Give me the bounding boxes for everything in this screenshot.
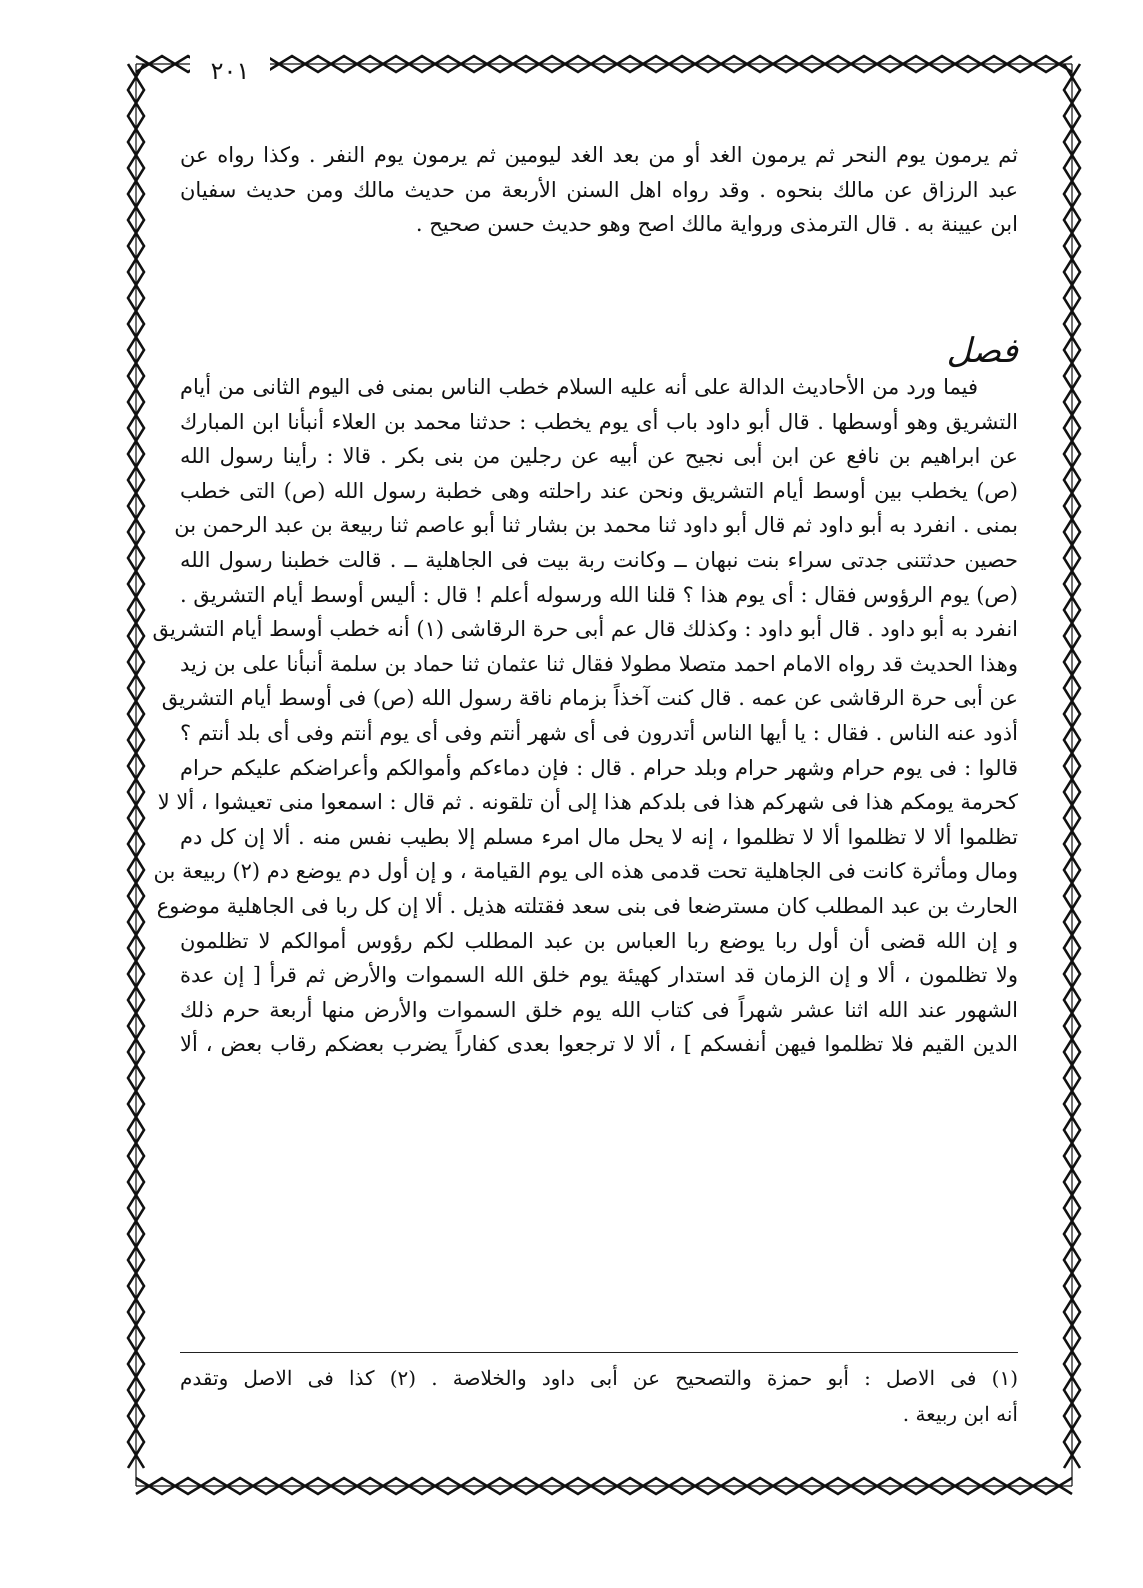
text-line: (ص) يوم الرؤوس فقال : أى يوم هذا ؟ قلنا الله ورسوله أعلم ! قال : أليس أوسط أيام التشريق . xyxy=(180,582,1018,607)
text-line: بمنى . انفرد به أبو داود ثم قال أبو داود ثنا محمد بن بشار ثنا أبو عاصم ثنا ربيعة بن عبد الرحمن بن xyxy=(174,513,1018,538)
intro-paragraph xyxy=(180,138,1018,242)
footnote-divider xyxy=(180,1352,1018,1353)
section-heading: فصل xyxy=(946,331,1018,371)
text-line: قالوا : فى يوم حرام وشهر حرام وبلد حرام . قال : فإن دماءكم وأموالكم وأعراضكم عليكم حرام xyxy=(180,755,1018,780)
text-line: وهذا الحديث قد رواه الامام احمد متصلا مطولا فقال ثنا عثمان ثنا حماد بن سلمة أنبأنا على بن زيد xyxy=(180,651,1018,676)
text-line: و إن الله قضى أن أول ربا يوضع ربا العباس بن عبد المطلب لكم رؤوس أموالكم لا تظلمون xyxy=(180,928,1018,953)
main-paragraph xyxy=(152,370,1018,1062)
text-line: عن ابراهيم بن نافع عن ابن أبى نجيح عن أبيه عن رجلين من بنى بكر . قالا : رأينا رسول الله xyxy=(180,444,1018,469)
footnote-line: أنه ابن ربيعة . xyxy=(902,1402,1018,1426)
footnotes xyxy=(180,1360,1018,1432)
text-line: أذود عنه الناس . فقال : يا أيها الناس أتدرون فى أى شهر أنتم وفى أى يوم أنتم وفى أى بلد أنتم ؟ xyxy=(180,720,1018,745)
text-line: كحرمة يومكم هذا فى شهركم هذا فى بلدكم هذا إلى أن تلقونه . ثم قال : اسمعوا منى تعيشوا ، ألا لا xyxy=(157,790,1018,815)
text-line: (ص) يخطب بين أوسط أيام التشريق ونحن عند راحلته وهى خطبة رسول الله (ص) التى خطب xyxy=(180,478,1018,503)
text-line: ومال ومأثرة كانت فى الجاهلية تحت قدمى هذه الى يوم القيامة ، و إن أول دم يوضع دم (٢) ربيعة بن xyxy=(153,859,1018,884)
text-line: الشهور عند الله اثنا عشر شهراً فى كتاب الله يوم خلق السموات والأرض منها أربعة حرم ذلك xyxy=(180,997,1018,1022)
text-line: ثم يرمون يوم النحر ثم يرمون الغد أو من بعد الغد ليومين ثم يرمون يوم النفر . وكذا رواه عن xyxy=(180,143,1018,167)
text-line: انفرد به أبو داود . قال أبو داود : وكذلك قال عم أبى حرة الرقاشى (١) أنه خطب أوسط أيام التشريق xyxy=(152,617,1018,642)
text-line: ولا تظلمون ، ألا و إن الزمان قد استدار كهيئة يوم خلق الله السموات والأرض ثم قرأ [ إن عدة xyxy=(180,963,1018,988)
text-line: حصين حدثتنى جدتى سراء بنت نبهان ــ وكانت ربة بيت فى الجاهلية ــ . قالت خطبنا رسول الله xyxy=(180,547,1018,572)
text-line: فيما ورد من الأحاديث الدالة على أنه عليه السلام خطب الناس بمنى فى اليوم الثانى من أيام xyxy=(180,375,978,399)
text-line: الحارث بن عبد المطلب كان مسترضعا فى بنى سعد فقتلته هذيل . ألا إن كل ربا فى الجاهلية موضوع xyxy=(156,893,1018,918)
page-number: ٢٠١ xyxy=(190,54,270,88)
text-line: الدين القيم فلا تظلموا فيهن أنفسكم ] ، ألا لا ترجعوا بعدى كفاراً يضرب بعضكم رقاب بعض ، ألا xyxy=(180,1032,1018,1057)
text-line: عن أبى حرة الرقاشى عن عمه . قال كنت آخذاً بزمام ناقة رسول الله (ص) فى أوسط أيام التشريق xyxy=(161,686,1018,711)
text-line: التشريق وهو أوسطها . قال أبو داود باب أى يوم يخطب : حدثنا محمد بن العلاء أنبأنا ابن المبارك xyxy=(180,409,1018,434)
footnote-line: (١) فى الاصل : أبو حمزة والتصحيح عن أبى داود والخلاصة . (٢) كذا فى الاصل وتقدم xyxy=(180,1366,1018,1390)
text-line: عبد الرزاق عن مالك بنحوه . وقد رواه اهل السنن الأربعة من حديث مالك ومن حديث سفيان xyxy=(180,177,1018,202)
text-line: تظلموا ألا لا تظلموا ألا لا تظلموا ، إنه لا يحل مال امرء مسلم إلا بطيب نفس منه . ألا إن كل دم xyxy=(180,824,1018,849)
text-line: ابن عيينة به . قال الترمذى ورواية مالك اصح وهو حديث حسن صحيح . xyxy=(415,212,1018,237)
